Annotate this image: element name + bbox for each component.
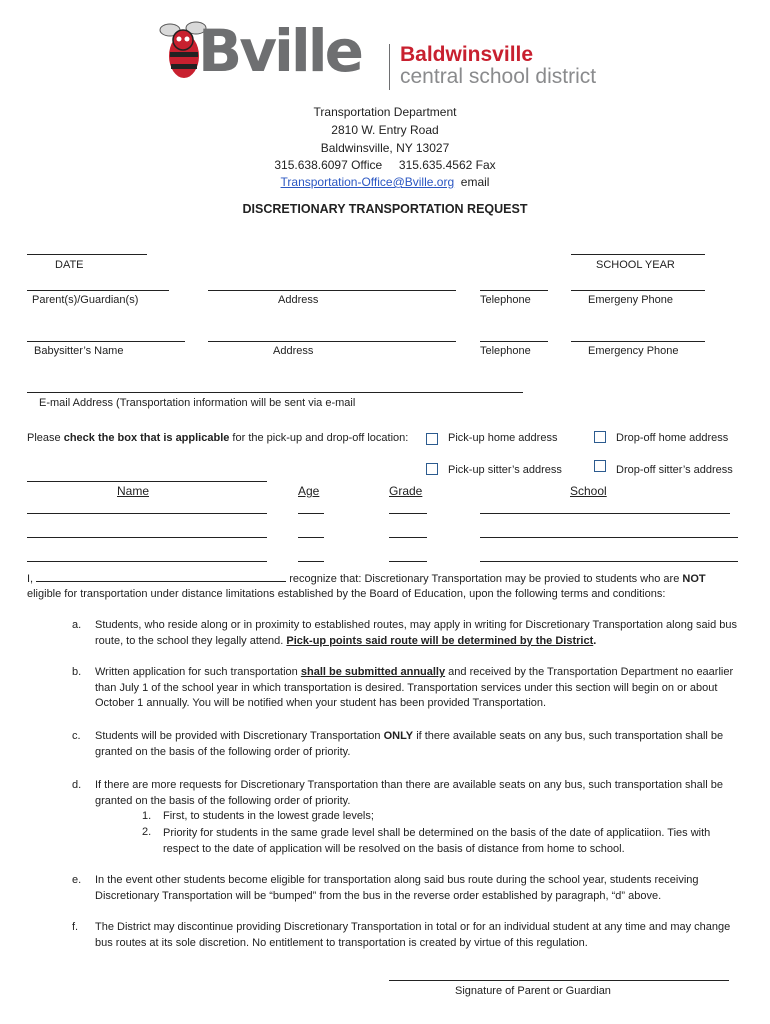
check-instruction-suffix: for the pick-up and drop-off location: [229,432,409,444]
term-a-bold: Pick-up points said route will be determined by the District [286,634,594,647]
babysitter-label: Babysitter’s Name [34,345,124,357]
dept-name: Transportation Department [313,105,457,119]
dropoff-home-checkbox[interactable] [594,431,606,443]
parent-line[interactable] [27,290,169,291]
school-year-line[interactable] [571,254,705,255]
term-c-post: if there available seats on any bus, such transportation shall be granted on the basis of the following order of priority. [95,730,724,758]
telephone2-line[interactable] [480,341,548,342]
col-grade: Grade [389,484,423,498]
date-line[interactable] [27,254,147,255]
age-field-3[interactable] [298,561,324,562]
pickup-sitter-label: Pick-up sitter’s address [448,464,562,476]
name-field-3[interactable] [27,561,267,562]
term-d1-text: First, to students in the lowest grade levels; [163,810,374,822]
telephone1-label: Telephone [480,294,531,306]
pickup-home-checkbox[interactable] [426,433,438,445]
address2-line[interactable] [208,341,456,342]
address1-label: Address [278,294,319,306]
term-c-letter: c. [72,730,81,742]
term-d-text: If there are more requests for Discretionary Transportation than there are available seats on any bus, such transportation shall be granted on the basis of the following order of priority. [95,779,723,807]
term-e-letter: e. [72,874,82,886]
emergency1-line[interactable] [571,290,705,291]
term-d2-num: 2. [142,826,152,838]
school-field-2[interactable] [480,537,738,538]
logo-divider [389,44,390,90]
term-b-post: and received by the Transportation Department no eaarlier than July 1 of the school year in which transportation is desired. Transportation services under this section will begin on or about October 1 annually. You will be notified when your student has been provided Transportation. [95,666,734,709]
address2-label: Address [273,345,314,357]
grade-field-3[interactable] [389,561,427,562]
dept-city: Baldwinsville, NY 13027 [320,141,450,155]
email-label: E-mail Address (Transportation information will be sent via e-mail [39,397,356,409]
pickup-sitter-checkbox[interactable] [426,463,438,475]
form-title: DISCRETIONARY TRANSPORTATION REQUEST [242,202,528,216]
statement-pre: I, [27,573,37,585]
check-instruction-bold: check the box that is applicable [63,432,230,444]
grade-field-1[interactable] [389,513,427,514]
address1-line[interactable] [208,290,456,291]
email-line[interactable] [27,392,523,393]
emergency2-line[interactable] [571,341,705,342]
check-instruction-prefix: Please [27,432,64,444]
signature-line[interactable] [389,980,729,981]
term-d-letter: d. [72,779,82,791]
school-field-1[interactable] [480,513,730,514]
telephone1-line[interactable] [480,290,548,291]
term-c-pre: Students will be provided with Discretionary Transportation [95,730,384,742]
logo-district-subtitle: central school district [400,65,597,88]
term-a-letter: a. [72,619,82,631]
term-b-bold: shall be submitted annually [300,666,446,678]
dropoff-home-label: Drop-off home address [616,432,729,444]
term-e-text: In the event other students become eligible for transportation along said bus route during the school year, students receiving Discretionary Transportation will be “bumped” from the bus in the reverse order established by paragraph, “d” above. [95,874,699,902]
emergency1-label: Emergeny Phone [588,294,673,306]
school-field-3[interactable] [480,561,738,562]
dept-email-line [0,174,770,190]
school-year-label: SCHOOL YEAR [596,259,675,271]
term-d1-num: 1. [142,810,152,822]
term-c-bold: ONLY [383,730,414,742]
age-field-2[interactable] [298,537,324,538]
student-name-blank[interactable] [36,570,286,582]
email-link[interactable]: Transportation-Office@Bville.org [280,175,455,189]
parent-label: Parent(s)/Guardian(s) [32,294,139,306]
statement-mid: recognize that: Discretionary Transportation may be provied to students who are [286,573,683,585]
age-field-1[interactable] [298,513,324,514]
term-a-text [95,618,745,649]
telephone2-label: Telephone [480,345,531,357]
date-label: DATE [55,259,84,271]
term-b-letter: b. [72,666,82,678]
term-a-end: . [593,634,597,647]
check-instruction [27,431,408,446]
emergency2-label: Emergency Phone [588,345,679,357]
pickup-home-label: Pick-up home address [448,432,558,444]
dept-phones: 315.638.6097 Office 315.635.4562 Fax [274,158,496,172]
name-field-2[interactable] [27,537,267,538]
term-b-text [95,665,745,712]
statement-bold: NOT [682,573,706,585]
statement-line2: eligible for transportation under distance limitations established by the Board of Education, upon the following terms and conditions: [27,588,666,600]
dropoff-sitter-checkbox[interactable] [594,460,606,472]
dept-street: 2810 W. Entry Road [331,123,439,137]
table-top-line [27,481,267,482]
term-a-body: Students, who reside along or in proximity to established routes, may apply in writing for Discretionary Transportation along said bus route, to the school they legally attend. [95,619,737,647]
email-suffix: email [454,175,490,189]
name-field-1[interactable] [27,513,267,514]
statement-line1 [27,570,747,587]
grade-field-2[interactable] [389,537,427,538]
dropoff-sitter-label: Drop-off sitter’s address [616,464,733,476]
col-name: Name [117,484,150,498]
signature-label: Signature of Parent or Guardian [455,985,611,997]
term-b-pre: Written application for such transportation [95,666,301,678]
col-school: School [570,484,607,498]
logo-district-name: Baldwinsville [400,43,534,66]
term-f-text: The District may discontinue providing Discretionary Transportation in total or for an individual student at any time and may change bus routes at its sole discretion. No entitlement to transportation is created by virtue of this regulation. [95,921,731,949]
babysitter-line[interactable] [27,341,185,342]
term-c-text [95,729,745,760]
logo-wordmark: Bville [198,17,361,85]
col-age: Age [298,484,320,498]
term-f-letter: f. [72,921,79,933]
term-d2-text: Priority for students in the same grade level shall be determined on the basis of the date of applicatiion. Ties with respect to the date of application will be resolved on the basis of distance from home to school. [163,827,711,855]
